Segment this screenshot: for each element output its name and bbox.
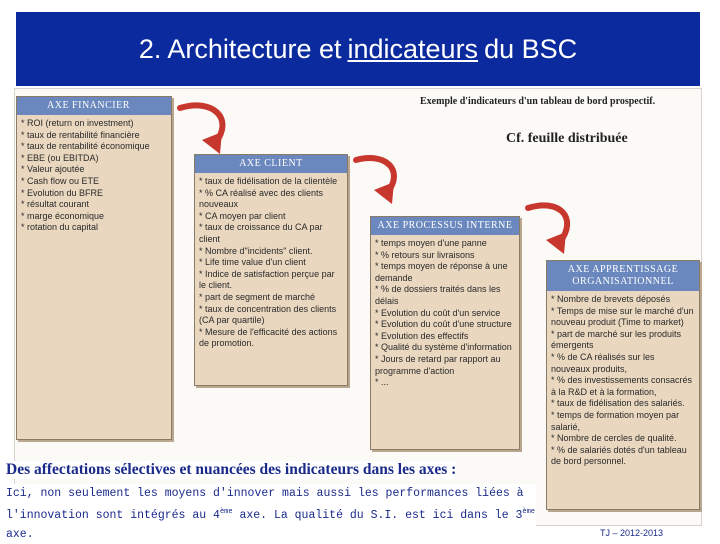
curved-arrow-icon: [520, 196, 584, 256]
axis-item: * rotation du capital: [21, 222, 99, 233]
axis-item: * % CA réalisé avec des clients nouveaux: [199, 187, 324, 210]
axis-item: * % des investissements consacrés à la R&D et à la formation,: [551, 375, 693, 397]
axis-item: * temps moyen de réponse à une demande: [375, 261, 508, 283]
axis-item: * Life time value d'un client: [199, 257, 306, 268]
axis-item: * % de dossiers traités dans les délais: [375, 284, 501, 306]
axis-client-list: [195, 173, 347, 353]
axis-item: * part de segment de marché: [199, 291, 316, 302]
axis-item: * Cash flow ou ETE: [21, 175, 100, 186]
axis-processus-box: [370, 216, 520, 450]
axis-apprentissage-list: [547, 291, 699, 471]
axis-item: * taux de fidélisation des salariés.: [551, 398, 685, 409]
axis-item: * CA moyen par client: [199, 210, 286, 221]
axis-processus-title: AXE PROCESSUS INTERNE: [371, 217, 519, 235]
key-point-heading: Des affectations sélectives et nuancées des indicateurs dans les axes :: [6, 461, 457, 478]
line-2-part-a: l'innovation sont intégrés au 4: [6, 508, 220, 522]
title-text-start: 2. Architecture et: [138, 33, 342, 64]
axis-financier-box: [16, 96, 172, 440]
axis-item: * Valeur ajoutée: [21, 164, 85, 175]
axis-item: * taux de rentabilité financière: [21, 129, 140, 140]
axis-item: * ROI (return on investment): [21, 118, 134, 128]
axis-item: * taux de fidélisation de la clientèle: [199, 176, 338, 186]
axis-item: * Qualité du système d'information: [375, 342, 512, 353]
axis-item: * résultat courant: [21, 199, 90, 210]
axis-item: * EBE (ou EBITDA): [21, 152, 99, 163]
footer-credit: TJ – 2012-2013: [600, 528, 664, 538]
axis-item: * Jours de retard par rapport au programme d'action: [375, 353, 501, 376]
slide-title: [16, 12, 700, 86]
curved-arrow-icon: [172, 96, 242, 156]
axis-item: * Indice de satisfaction perçue par le client.: [199, 268, 335, 291]
axis-item: * Evolution du BFRE: [21, 187, 104, 198]
title-text-underlined: indicateurs: [347, 33, 479, 64]
superscript-2: ème: [522, 508, 536, 516]
axis-client-title: AXE CLIENT: [195, 155, 347, 173]
axis-item: * Nombre d"incidents" client.: [199, 245, 313, 256]
line-2-part-b: axe. La qualité du S.I. est ici dans le 3: [232, 508, 523, 522]
axis-item: * taux de rentabilité économique: [21, 141, 150, 152]
axis-item: * Evolution des effectifs: [375, 330, 469, 341]
key-point-line-1: Ici, non seulement les moyens d'innover mais aussi les performances liées à: [6, 487, 524, 500]
axis-item: * Evolution du coût d'une structure: [375, 319, 512, 330]
axis-item: * Temps de mise sur le marché d'un nouveau produit (Time to market): [551, 305, 694, 328]
axis-item: * Mesure de l'efficacité des actions de promotion.: [199, 326, 338, 349]
axis-financier-title: AXE FINANCIER: [17, 97, 171, 115]
axis-item: * % retours sur livraisons: [375, 249, 475, 260]
handout-note: Cf. feuille distribuée: [506, 131, 628, 146]
axis-item: * taux de croissance du CA par client: [199, 222, 323, 244]
axis-apprentissage-box: [546, 260, 700, 510]
figure-caption: Exemple d'indicateurs d'un tableau de bord prospectif.: [420, 96, 656, 107]
axis-item: * temps moyen d'une panne: [375, 238, 487, 248]
superscript-1: ème: [219, 508, 233, 516]
axis-item: * marge économique: [21, 210, 105, 221]
axis-item: * temps de formation moyen par salarié,: [551, 409, 680, 432]
curved-arrow-icon: [348, 150, 412, 206]
axis-item: * ...: [375, 377, 389, 388]
axis-item: * part de marché sur les produits émergents: [551, 328, 682, 351]
axis-client-box: [194, 154, 348, 386]
axis-item: * taux de concentration des clients (CA par quartile): [199, 303, 337, 326]
axis-item: * % de salariés dotés d'un tableau de bord personnel.: [551, 444, 687, 467]
axis-item: * Nombre de brevets déposés: [551, 294, 671, 304]
key-point-line-2: [6, 503, 536, 544]
title-text-end: du BSC: [484, 33, 578, 64]
line-2-part-c: axe.: [6, 527, 34, 541]
title-band: [16, 12, 700, 86]
axis-processus-list: [371, 235, 519, 392]
axis-item: * Nombre de cercles de qualité.: [551, 433, 677, 444]
key-point-text: [6, 484, 536, 544]
axis-item: * Evolution du coût d'un service: [375, 307, 501, 318]
axis-apprentissage-title: AXE APPRENTISSAGE ORGANISATIONNEL: [547, 261, 699, 291]
axis-item: * % de CA réalisés sur les nouveaux produits,: [551, 351, 655, 374]
axis-financier-list: [17, 115, 171, 237]
